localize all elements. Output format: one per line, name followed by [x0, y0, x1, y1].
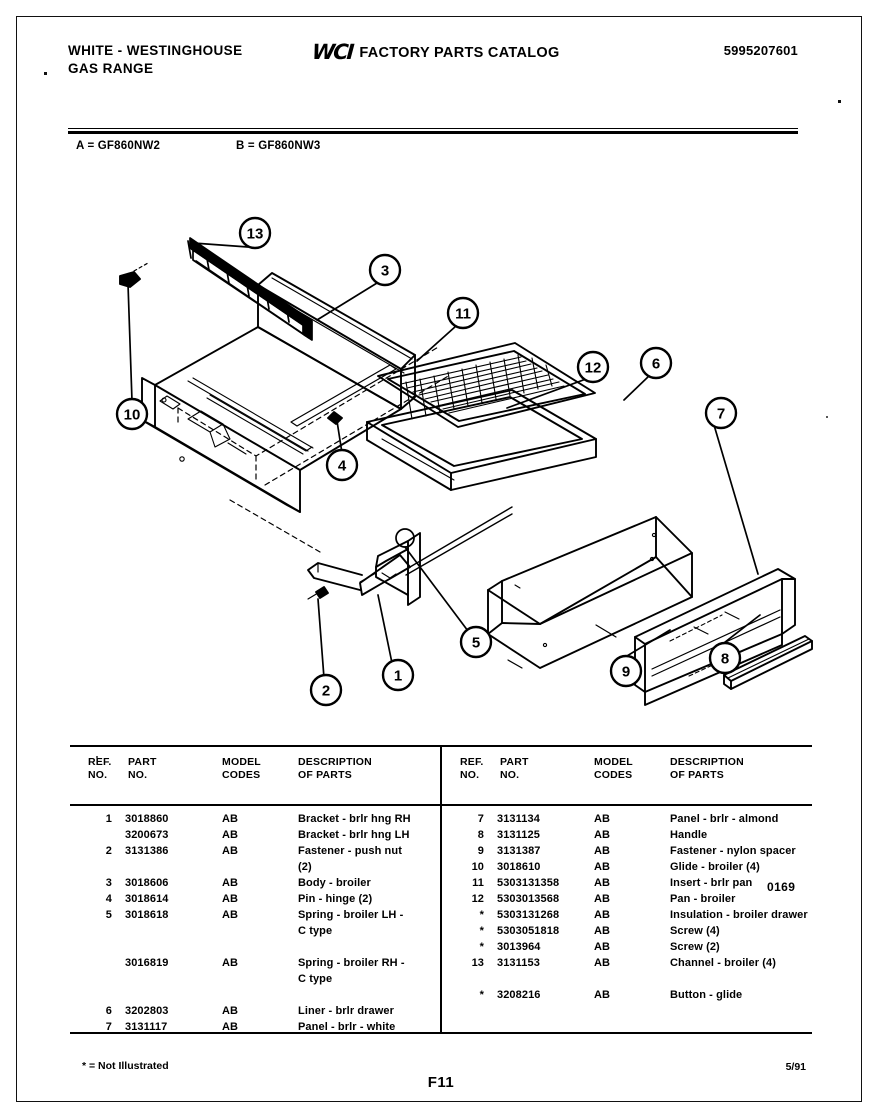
cell-ref: 7: [105, 1021, 112, 1033]
table-row: [442, 813, 812, 829]
table-row: [442, 925, 812, 941]
cell-ref: *: [479, 941, 484, 953]
cell-ref: 3: [105, 877, 112, 889]
callout-11: [448, 298, 478, 328]
cell-part: 3018860: [125, 813, 169, 825]
callout-label: 13: [246, 225, 264, 243]
frame-tick-left: [44, 72, 47, 75]
model-code-a: A = GF860NW2: [76, 140, 161, 152]
cell-part: 3018610: [497, 861, 541, 873]
cell-ref: 9: [477, 845, 484, 857]
cell-desc: C type: [298, 925, 333, 937]
page-number: F11: [427, 1074, 455, 1091]
cell-ref: 4: [105, 893, 112, 905]
table-row: [70, 909, 440, 925]
callout-4: [327, 450, 357, 480]
cell-part: 3131117: [125, 1021, 168, 1033]
parts-table-right-column: [442, 745, 812, 1034]
brand-line-2: GAS RANGE: [68, 61, 154, 76]
callout-label: 6: [651, 355, 661, 373]
table-row: [70, 861, 440, 877]
cell-part: 3013964: [497, 941, 541, 953]
cell-desc: C type: [298, 973, 333, 985]
cell-desc: (2): [298, 861, 312, 873]
header-ref-no: REF. NO.: [88, 756, 112, 781]
table-row: [70, 845, 440, 861]
cell-desc: Bracket - brlr hng LH: [298, 829, 410, 841]
table-row: [442, 829, 812, 845]
cell-ref: *: [479, 909, 484, 921]
cell-model: AB: [594, 829, 611, 841]
header-model-codes: MODEL CODES: [594, 756, 633, 781]
cell-model: AB: [222, 893, 239, 905]
cell-desc: Screw (2): [670, 941, 720, 953]
cell-model: AB: [594, 813, 611, 825]
cell-part: 3018606: [125, 877, 169, 889]
part-hinge-bracket-assembly: [308, 507, 512, 605]
cell-model: AB: [594, 909, 611, 921]
parts-rows-right: [442, 813, 812, 1005]
callout-label: 8: [720, 650, 730, 668]
cell-desc: Button - glide: [670, 989, 743, 1001]
cell-model: AB: [594, 925, 611, 937]
callout-label: 1: [393, 667, 403, 685]
model-code-b: B = GF860NW3: [236, 140, 321, 152]
callout-label: 3: [380, 262, 390, 280]
cell-part: 3018614: [125, 893, 169, 905]
callout-1: [383, 660, 413, 690]
header-part-no: PART NO.: [500, 756, 529, 781]
header-description: DESCRIPTION OF PARTS: [298, 756, 372, 781]
cell-part: 3202803: [125, 1005, 169, 1017]
parts-rows-left: [70, 813, 440, 1037]
cell-desc: Fastener - nylon spacer: [670, 845, 796, 857]
table-row: [70, 941, 440, 957]
cell-desc: Fastener - push nut: [298, 845, 402, 857]
cell-model: AB: [222, 813, 239, 825]
callout-label: 9: [621, 663, 631, 681]
table-row: [70, 813, 440, 829]
cell-model: AB: [222, 877, 239, 889]
cell-ref: 6: [105, 1005, 112, 1017]
header-ref-no: REF. NO.: [460, 756, 484, 781]
cell-ref: 8: [477, 829, 484, 841]
table-row: [70, 989, 440, 1005]
callout-label: 2: [321, 682, 331, 700]
callout-label: 10: [123, 406, 141, 424]
cell-desc: Liner - brlr drawer: [298, 1005, 395, 1017]
cell-model: AB: [222, 1021, 239, 1033]
callout-10: [117, 399, 147, 429]
cell-ref: 1: [105, 813, 112, 825]
callout-label: 12: [584, 359, 602, 377]
callout-5: [461, 627, 491, 657]
header-rule-thick: [68, 131, 798, 134]
cell-model: AB: [594, 941, 611, 953]
cell-ref: *: [479, 925, 484, 937]
table-row: [70, 893, 440, 909]
table-row: [70, 957, 440, 973]
table-row: [442, 893, 812, 909]
page-footer: [70, 1060, 812, 1100]
catalog-title: FACTORY PARTS CATALOG: [359, 44, 560, 61]
cell-model: AB: [594, 893, 611, 905]
callout-label: 5: [471, 634, 481, 652]
callout-12: [578, 352, 608, 382]
callout-7: [706, 398, 736, 428]
table-row: [70, 1021, 440, 1037]
frame-tick-right: [838, 100, 841, 103]
cell-model: AB: [222, 1005, 239, 1017]
cell-desc: Insert - brlr pan: [670, 877, 753, 889]
cell-desc: Glide - broiler (4): [670, 861, 760, 873]
header-part-no: PART NO.: [128, 756, 157, 781]
cell-model: AB: [222, 845, 239, 857]
table-row: [442, 877, 812, 893]
table-row: [70, 829, 440, 845]
callout-8: [710, 643, 740, 673]
scan-speck: [826, 416, 828, 418]
table-row: [442, 845, 812, 861]
header-rule: [68, 128, 798, 134]
cell-ref: 10: [471, 861, 484, 873]
table-row: [70, 973, 440, 989]
wci-logo-block: [312, 42, 560, 63]
cell-desc: Handle: [670, 829, 708, 841]
cell-desc: Insulation - broiler drawer: [670, 909, 808, 921]
part-channel-broiler: [188, 238, 312, 340]
cell-desc: Panel - brlr - almond: [670, 813, 779, 825]
cell-model: AB: [594, 861, 611, 873]
cell-model: AB: [222, 957, 239, 969]
table-row: [442, 909, 812, 925]
cell-model: AB: [222, 829, 239, 841]
brand-block: [68, 42, 243, 76]
drawer-footprint-hidden-lines: [178, 346, 450, 552]
cell-ref: 12: [471, 893, 484, 905]
cell-desc: Screw (4): [670, 925, 720, 937]
callout-3: [370, 255, 400, 285]
cell-ref: 13: [471, 957, 484, 969]
header-description: DESCRIPTION OF PARTS: [670, 756, 744, 781]
cell-part: 3016819: [125, 957, 169, 969]
callout-9: [611, 656, 641, 686]
cell-part: 5303013568: [497, 893, 560, 905]
part-insert-broiler-pan: [378, 343, 595, 427]
cell-ref: 5: [105, 909, 112, 921]
cell-ref: 11: [472, 877, 484, 889]
diagram-svg: [60, 175, 820, 735]
callout-label: 11: [455, 305, 471, 323]
table-row: [442, 989, 812, 1005]
cell-ref: *: [479, 989, 484, 1001]
cell-model: AB: [222, 909, 239, 921]
cell-model: AB: [594, 957, 611, 969]
cell-part: 3131125: [497, 829, 540, 841]
table-row: [442, 861, 812, 877]
cell-part: 5303051818: [497, 925, 560, 937]
parts-table: [70, 745, 812, 1045]
cell-desc: Channel - broiler (4): [670, 957, 776, 969]
cell-part: 3131386: [125, 845, 169, 857]
part-pin-hinge: [328, 412, 342, 424]
table-row: [442, 957, 812, 973]
callout-label: 4: [337, 457, 347, 475]
header-model-codes: MODEL CODES: [222, 756, 261, 781]
part-liner-broiler-drawer: [488, 517, 692, 668]
not-illustrated-note: * = Not Illustrated: [82, 1060, 169, 1072]
cell-desc: Spring - broiler LH -: [298, 909, 404, 921]
cell-desc: Pin - hinge (2): [298, 893, 373, 905]
cell-desc: Panel - brlr - white: [298, 1021, 396, 1033]
cell-model: AB: [594, 989, 611, 1001]
table-row: [442, 973, 812, 989]
cell-part: 3200673: [125, 829, 169, 841]
cell-model: AB: [594, 845, 611, 857]
callout-label: 7: [716, 405, 726, 423]
cell-part: 3131153: [497, 957, 540, 969]
brand-line-1: WHITE - WESTINGHOUSE: [68, 43, 243, 58]
cell-part: 3131387: [497, 845, 541, 857]
table-row: [70, 877, 440, 893]
parts-table-left-column: [70, 745, 440, 1034]
part-glide-broiler: [120, 263, 148, 287]
cell-part: 3131134: [497, 813, 540, 825]
callout-13: [240, 218, 270, 248]
cell-desc: Pan - broiler: [670, 893, 736, 905]
drawing-number: 0169: [767, 880, 796, 894]
callout-6: [641, 348, 671, 378]
cell-ref: 2: [105, 845, 112, 857]
cell-part: 5303131268: [497, 909, 560, 921]
table-row: [70, 925, 440, 941]
catalog-number: 5995207601: [723, 43, 798, 58]
revision-date: 5/91: [785, 1061, 806, 1073]
cell-desc: Spring - broiler RH -: [298, 957, 405, 969]
callout-2: [311, 675, 341, 705]
cell-part: 5303131358: [497, 877, 560, 889]
header-rule-thin: [68, 128, 798, 129]
wci-logo: WCI: [311, 40, 354, 64]
cell-desc: Bracket - brlr hng RH: [298, 813, 411, 825]
cell-part: 3018618: [125, 909, 169, 921]
cell-ref: 7: [477, 813, 484, 825]
model-code-legend: [76, 140, 321, 152]
cell-model: AB: [594, 877, 611, 889]
table-row: [442, 941, 812, 957]
page-header: [68, 42, 798, 92]
cell-desc: Body - broiler: [298, 877, 371, 889]
table-row: [70, 1005, 440, 1021]
cell-part: 3208216: [497, 989, 541, 1001]
